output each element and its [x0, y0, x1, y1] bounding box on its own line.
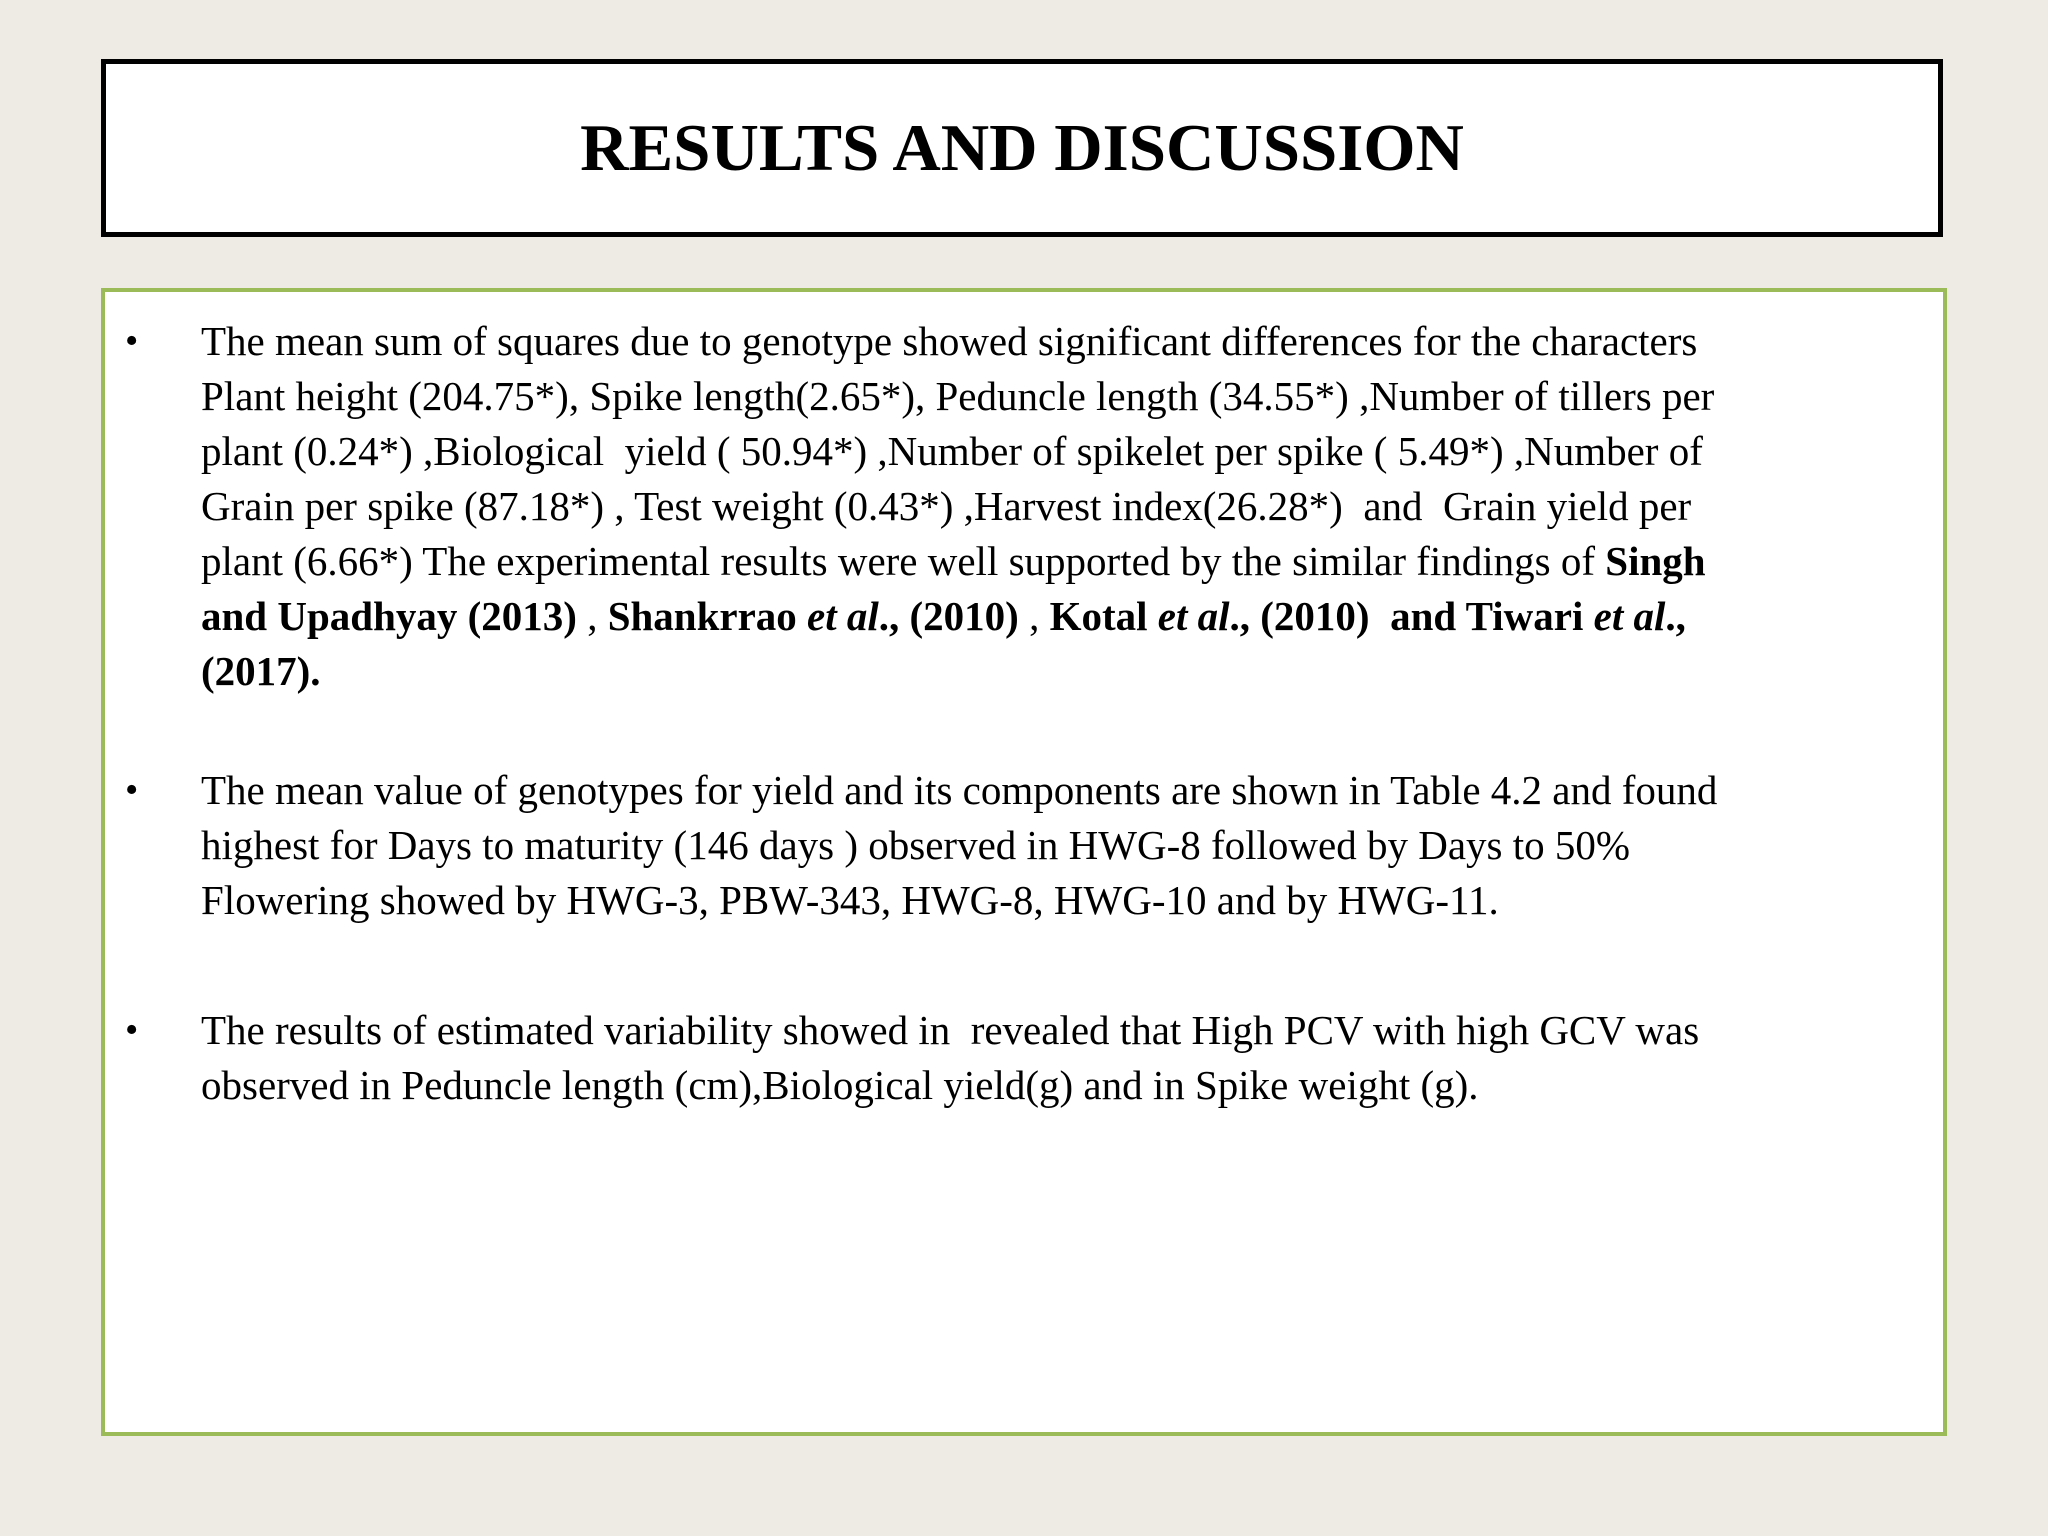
bullet-point: •: [125, 769, 139, 811]
content-box: [101, 288, 1947, 1436]
text-line: The mean value of genotypes for yield and its components are shown in Table 4.2 and found: [201, 767, 1718, 813]
text-line: Grain per spike (87.18*) , Test weight (0.43*) ,Harvest index(26.28*) and Grain yield per: [201, 483, 1692, 529]
slide-title: RESULTS AND DISCUSSION: [580, 110, 1464, 185]
text-line: Flowering showed by HWG-3, PBW-343, HWG-8, HWG-10 and by HWG-11.: [201, 877, 1499, 923]
text-line: (2017).: [201, 648, 321, 694]
text-line: The mean sum of squares due to genotype showed significant differences for the characters: [201, 318, 1698, 364]
text-line: and Upadhyay (2013) , Shankrrao et al., (2010) , Kotal et al., (2010) and Tiwari et al.,: [201, 593, 1686, 639]
text-line: highest for Days to maturity (146 days ) observed in HWG-8 followed by Days to 50%: [201, 822, 1631, 868]
text-line: observed in Peduncle length (cm),Biological yield(g) and in Spike weight (g).: [201, 1062, 1479, 1108]
text-line: plant (0.24*) ,Biological yield ( 50.94*) ,Number of spikelet per spike ( 5.49*) ,Number of: [201, 428, 1703, 474]
text-line: plant (6.66*) The experimental results were well supported by the similar findings of Singh: [201, 538, 1706, 584]
bullet-text: [201, 1003, 2001, 1113]
title-box: [101, 59, 1943, 237]
bullet-point: •: [125, 1009, 139, 1051]
text-line: Plant height (204.75*), Spike length(2.65*), Peduncle length (34.55*) ,Number of tillers per: [201, 373, 1715, 419]
text-line: The results of estimated variability showed in revealed that High PCV with high GCV was: [201, 1007, 1700, 1053]
bullet-point: •: [125, 320, 139, 362]
bullet-text: [201, 763, 2001, 928]
bullet-text: [201, 314, 2001, 699]
